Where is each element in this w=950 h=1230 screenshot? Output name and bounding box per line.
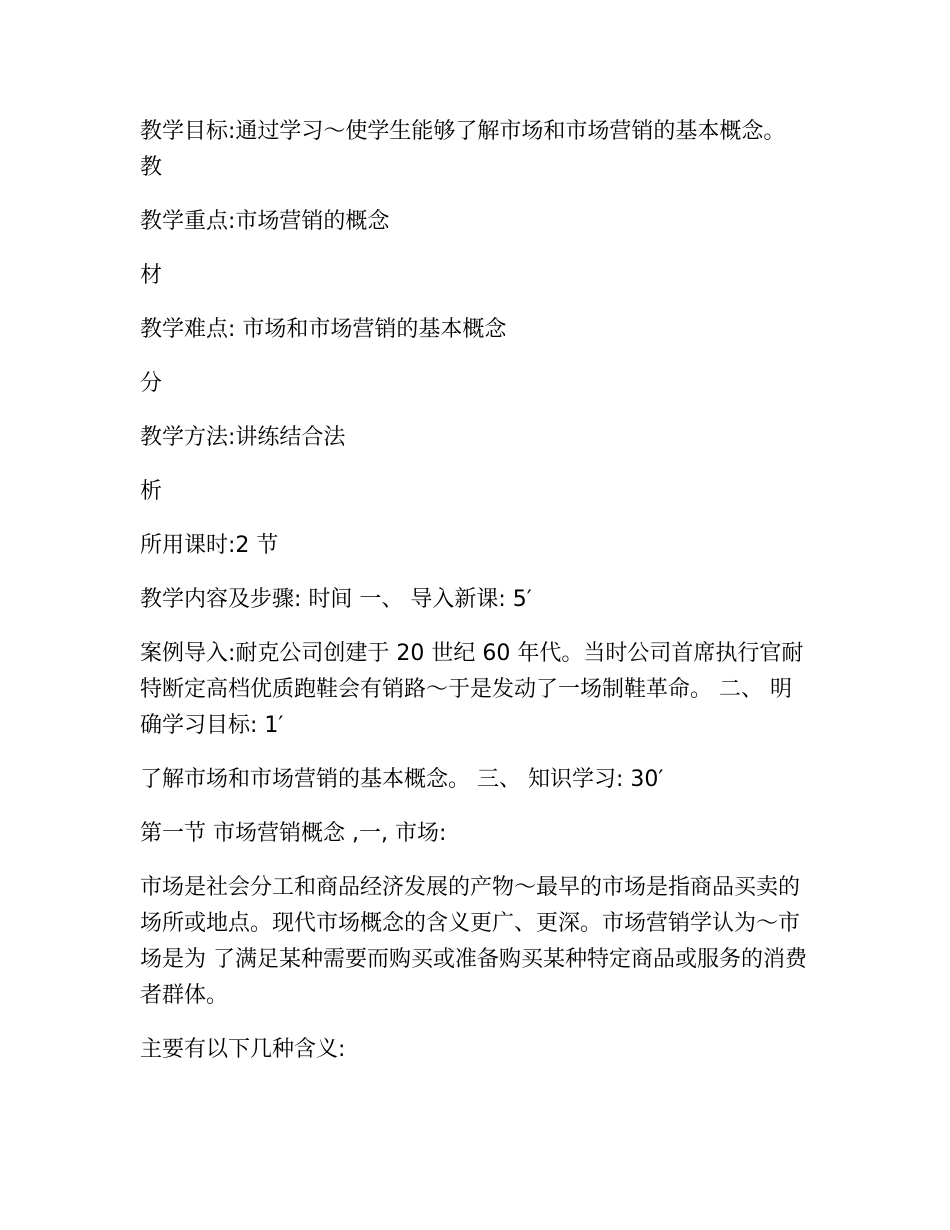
paragraph-class-hours: 所用课时:2 节 — [140, 533, 279, 558]
paragraph-meanings-intro: 主要有以下几种含义: — [140, 1037, 346, 1062]
paragraph-margin-char-xi: 析 — [140, 479, 163, 504]
paragraph-teaching-objective: 教学目标:通过学习～使学生能够了解市场和市场营销的基本概念。 教 — [140, 119, 786, 180]
paragraph-case-intro: 案例导入:耐克公司创建于 20 世纪 60 年代。当时公司首席执行官耐 特断定高档优质跑鞋会有销路～于是发动了一场制鞋革命。 二、 明确学习目标: 1′ — [140, 641, 804, 738]
paragraph-teaching-focus: 教学重点:市场营销的概念 — [140, 209, 390, 234]
paragraph-teaching-method: 教学方法:讲练结合法 — [140, 425, 346, 450]
paragraph-teaching-difficulty: 教学难点: 市场和市场营销的基本概念 — [140, 317, 507, 342]
paragraph-section-heading: 第一节 市场营销概念 ,一, 市场: — [140, 821, 447, 846]
paragraph-margin-char-cai: 材 — [140, 263, 163, 288]
document-body — [140, 114, 812, 1086]
paragraph-market-definition: 市场是社会分工和商品经济发展的产物～最早的市场是指商品买卖的 场所或地点。现代市场概念的含义更广、更深。市场营销学认为～市场是为 了满足某种需要而购买或准备购买某种特定商品或服务的消费者群体。 — [140, 875, 807, 1008]
paragraph-margin-char-fen: 分 — [140, 371, 163, 396]
paragraph-learning-goal: 了解市场和市场营销的基本概念。 三、 知识学习: 30′ — [140, 767, 664, 792]
paragraph-content-steps: 教学内容及步骤: 时间 一、 导入新课: 5′ — [140, 587, 532, 612]
